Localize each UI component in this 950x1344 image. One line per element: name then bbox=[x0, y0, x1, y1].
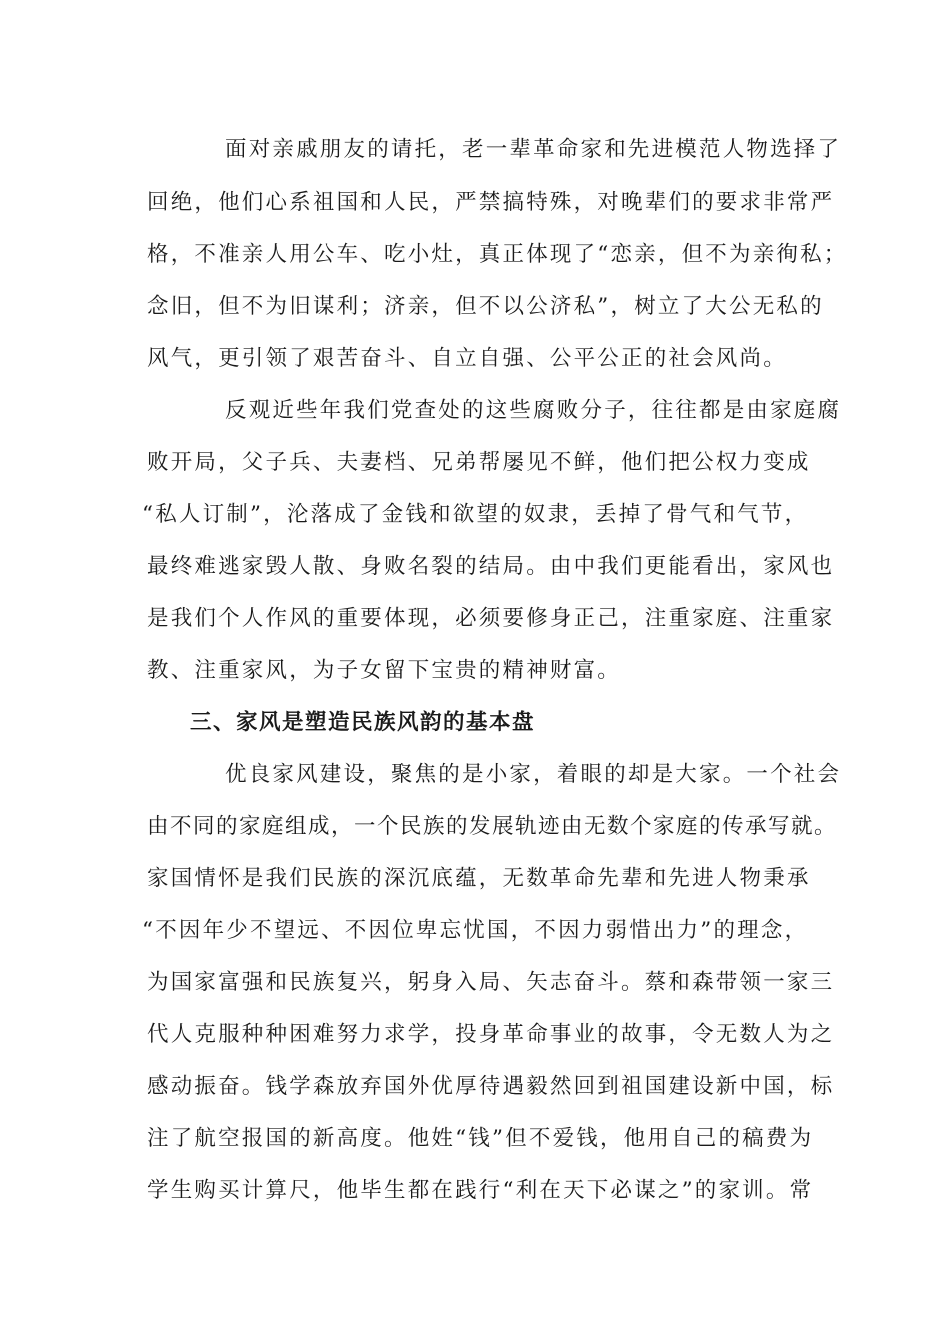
paragraph-3-line-7: 感动振奋。钱学森放弃国外优厚待遇毅然回到祖国建设新中国，标 bbox=[147, 1074, 835, 1099]
paragraph-1-line-3: 格，不准亲人用公车、吃小灶，真正体现了“恋亲，但不为亲徇私； bbox=[147, 242, 848, 267]
paragraph-1-line-1: 面对亲戚朋友的请托，老一辈革命家和先进模范人物选择了 bbox=[225, 137, 842, 162]
paragraph-1-line-5: 风气，更引领了艰苦奋斗、自立自强、公平公正的社会风尚。 bbox=[147, 346, 787, 371]
paragraph-2-line-5: 是我们个人作风的重要体现，必须要修身正己，注重家庭、注重家 bbox=[147, 606, 835, 631]
paragraph-3-line-4: “不因年少不望远、不因位卑忘忧国，不因力弱惜出力”的理念， bbox=[142, 918, 809, 943]
paragraph-2-line-6: 教、注重家风，为子女留下宝贵的精神财富。 bbox=[147, 658, 622, 683]
paragraph-1-line-2: 回绝，他们心系祖国和人民，严禁搞特殊，对晚辈们的要求非常严 bbox=[147, 190, 835, 215]
paragraph-2-line-3: “私人订制”，沦落成了金钱和欲望的奴隶，丢掉了骨气和气节， bbox=[142, 502, 809, 527]
paragraph-3-line-2: 由不同的家庭组成，一个民族的发展轨迹由无数个家庭的传承写就。 bbox=[147, 814, 838, 839]
paragraph-3-line-5: 为国家富强和民族复兴，躬身入局、矢志奋斗。蔡和森带领一家三 bbox=[147, 970, 835, 995]
paragraph-1-line-4: 念旧，但不为旧谋利；济亲，但不以公济私”，树立了大公无私的 bbox=[147, 294, 824, 319]
paragraph-3-line-6: 代人克服种种困难努力求学，投身革命事业的故事，令无数人为之 bbox=[147, 1022, 835, 1047]
paragraph-2-line-4: 最终难逃家毁人散、身败名裂的结局。由中我们更能看出，家风也 bbox=[147, 554, 835, 579]
paragraph-3-line-8: 注了航空报国的新高度。他姓“钱”但不爱钱，他用自己的稿费为 bbox=[147, 1126, 814, 1151]
paragraph-3-line-3: 家国情怀是我们民族的深沉底蕴，无数革命先辈和先进人物秉承 bbox=[147, 866, 811, 891]
section-heading: 三、家风是塑造民族风韵的基本盘 bbox=[190, 710, 536, 735]
paragraph-3-line-9: 学生购买计算尺，他毕生都在践行“利在天下必谋之”的家训。常 bbox=[147, 1178, 814, 1203]
paragraph-2-line-1: 反观近些年我们党查处的这些腐败分子，往往都是由家庭腐 bbox=[225, 398, 842, 423]
paragraph-2-line-2: 败开局，父子兵、夫妻档、兄弟帮屡见不鲜，他们把公权力变成 bbox=[147, 450, 811, 475]
paragraph-3-line-1: 优良家风建设，聚焦的是小家，着眼的却是大家。一个社会 bbox=[225, 762, 842, 787]
